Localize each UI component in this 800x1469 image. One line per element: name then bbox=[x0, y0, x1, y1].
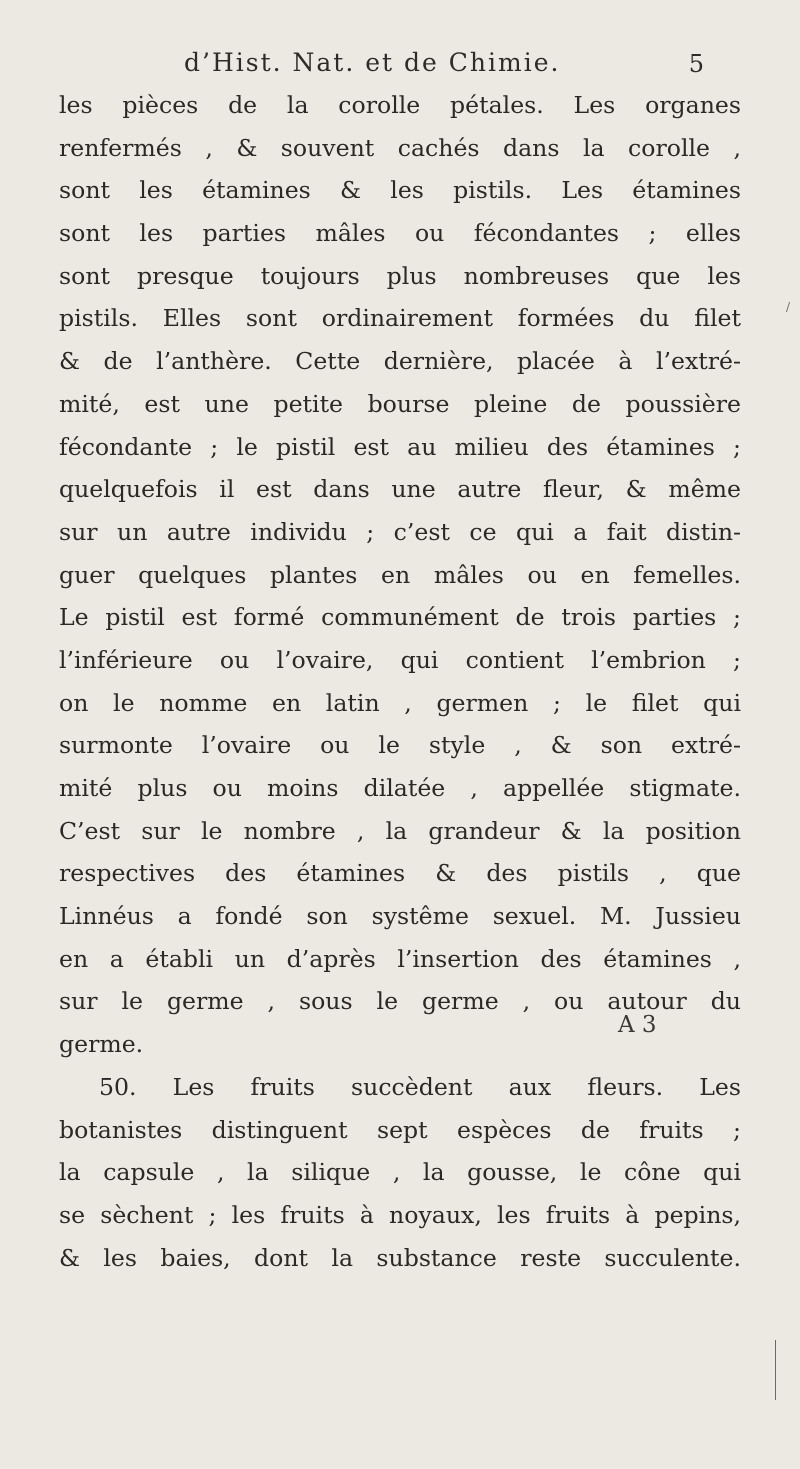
text-line: mité, est une petite bourse pleine de poussière bbox=[59, 389, 741, 418]
text-line: Linnéus a fondé son systême sexuel. M. Jussieu bbox=[59, 902, 741, 931]
text-line: Le pistil est formé communément de trois parties ; bbox=[59, 603, 741, 632]
text-line: pistils. Elles sont ordinairement formées du filet bbox=[59, 304, 741, 333]
text-line: mité plus ou moins dilatée , appellée stigmate. bbox=[59, 774, 741, 802]
text-line: se sèchent ; les fruits à noyaux, les fruits à pepins, bbox=[59, 1200, 741, 1229]
text-line: surmonte l’ovaire ou le style , & son extré- bbox=[59, 731, 741, 760]
text-line: fécondante ; le pistil est au milieu des étamines ; bbox=[59, 432, 741, 461]
text-line: respectives des étamines & des pistils , que bbox=[59, 859, 741, 888]
text-line: C’est sur le nombre , la grandeur & la position bbox=[59, 816, 741, 845]
signature-mark: A 3 bbox=[618, 1012, 657, 1038]
text-line: & les baies, dont la substance reste succulente. bbox=[59, 1243, 741, 1272]
text-line: & de l’anthère. Cette dernière, placée à l’extré- bbox=[59, 347, 741, 376]
text-line: germe. bbox=[59, 1030, 144, 1059]
body-text bbox=[59, 84, 741, 1279]
text-line: on le nomme en latin , germen ; le filet qui bbox=[59, 688, 741, 717]
text-line: renfermés , & souvent cachés dans la corolle , bbox=[59, 133, 741, 162]
text-line: 50. Les fruits succèdent aux fleurs. Les bbox=[99, 1072, 741, 1101]
text-line: botanistes distinguent sept espèces de fruits ; bbox=[59, 1115, 741, 1144]
text-line: guer quelques plantes en mâles ou en femelles. bbox=[59, 560, 741, 589]
running-head: d’Hist. Nat. et de Chimie. bbox=[184, 48, 561, 77]
text-line: la capsule , la silique , la gousse, le cône qui bbox=[59, 1158, 741, 1187]
text-line: l’inférieure ou l’ovaire, qui contient l’embrion ; bbox=[59, 645, 741, 674]
text-line: quelquefois il est dans une autre fleur, & même bbox=[59, 475, 741, 504]
text-line: sont presque toujours plus nombreuses que les bbox=[59, 261, 741, 290]
margin-rule bbox=[775, 1340, 776, 1400]
text-line: sont les parties mâles ou fécondantes ; elles bbox=[59, 219, 741, 248]
text-line: en a établi un d’après l’insertion des étamines , bbox=[59, 944, 741, 973]
text-line: sur un autre individu ; c’est ce qui a fait distin- bbox=[59, 517, 741, 546]
stray-mark: / bbox=[786, 300, 791, 314]
text-line: sont les étamines & les pistils. Les étamines bbox=[59, 176, 741, 205]
text-line: les pièces de la corolle pétales. Les organes bbox=[59, 91, 741, 119]
page-number: 5 bbox=[688, 50, 704, 78]
text-line: sur le germe , sous le germe , ou autour du bbox=[59, 987, 741, 1016]
